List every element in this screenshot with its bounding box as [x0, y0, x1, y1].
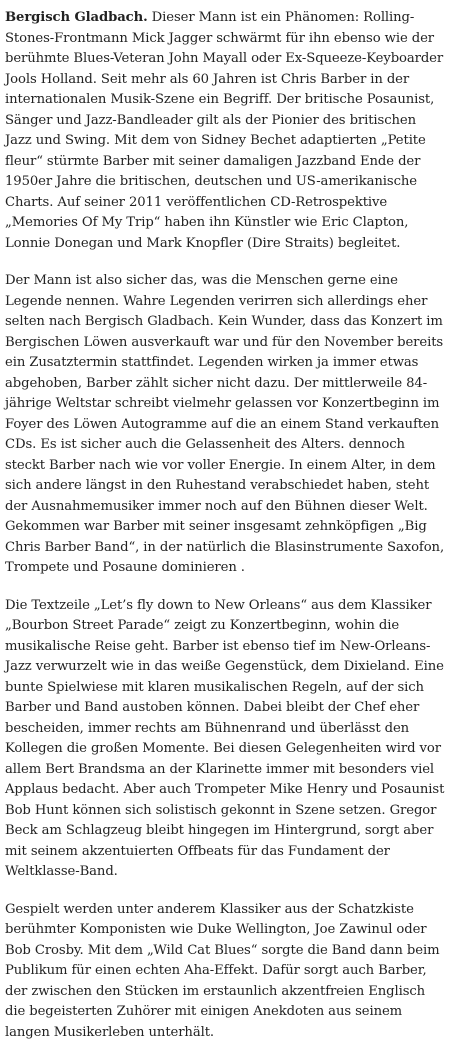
paragraph-1-text: Dieser Mann ist ein Phänomen: Rolling-Stones-Frontmann Mick Jagger schwärmt für ihn ebenso wie der berühmte Blues-Veteran John Mayall oder Ex-Squeeze-Keyboarder Jools Holland. Seit mehr als 60 Jahren ist Chris Barber in der internationalen Musik-Szene ein Begriff. Der britische Posaunist, Sänger und Jazz-Bandleader gilt als der Pionier des britischen Jazz und Swing. Mit dem von Sidney Bechet adaptierten „Petite fleur“ stürmte Barber mit seiner damaligen Jazzband Ende der 1950er Jahre die britischen, deutschen und US-amerikanische Charts. Auf seiner 2011 veröffentlichen CD-Retrospektive „Memories Of My Trip“ haben ihn Künstler wie Eric Clapton, Lonnie Donegan und Mark Knopfler (Dire Straits) begleitet.: [5, 10, 443, 251]
paragraph-4: Gespielt werden unter anderem Klassiker aus der Schatzkiste berühmter Komponisten wie Duke Wellington, Joe Zawinul oder Bob Crosby. Mit dem „Wild Cat Blues“ sorgte die Band dann beim Publikum für einen echten Aha-Effekt. Dafür sorgt auch Barber, der zwischen den Stücken im erstaunlich akzentfreien Englisch die begeisterten Zuhörer mit einigen Anekdoten aus seinem langen Musikerleben unterhält.: [5, 900, 445, 1043]
dateline: Bergisch Gladbach.: [5, 10, 148, 25]
paragraph-2: Der Mann ist also sicher das, was die Menschen gerne eine Legende nennen. Wahre Legenden verirren sich allerdings eher selten nach Bergisch Gladbach. Kein Wunder, dass das Konzert im Bergischen Löwen ausverkauft war und für den November bereits ein Zusatztermin stattfindet. Legenden wirken ja immer etwas abgehoben, Barber zählt sicher nicht dazu. Der mittlerweile 84-jährige Weltstar schreibt vielmehr gelassen vor Konzertbeginn im Foyer des Löwen Autogramme auf die an einem Stand verkauften CDs. Es ist sicher auch die Gelassenheit des Alters. dennoch steckt Barber nach wie vor voller Energie. In einem Alter, in dem sich andere längst in den Ruhestand verabschiedet haben, steht der Ausnahmemusiker immer noch auf den Bühnen dieser Welt. Gekommen war Barber mit seiner insgesamt zehnköpfigen „Big Chris Barber Band“, in der natürlich die Blasinstrumente Saxofon, Trompete und Posaune dominieren .: [5, 271, 445, 579]
paragraph-3: Die Textzeile „Let’s fly down to New Orleans“ aus dem Klassiker „Bourbon Street Parade“ zeigt zu Konzertbeginn, wohin die musikalische Reise geht. Barber ist ebenso tief im New-Orleans-Jazz verwurzelt wie in das weiße Gegenstück, dem Dixieland. Eine bunte Spielwiese mit klaren musikalischen Regeln, auf der sich Barber und Band austoben können. Dabei bleibt der Chef eher bescheiden, immer rechts am Bühnenrand und überlässt den Kollegen die großen Momente. Bei diesen Gelegenheiten wird vor allem Bert Brandsma an der Klarinette immer mit besonders viel Applaus bedacht. Aber auch Trompeter Mike Henry und Posaunist Bob Hunt können sich solistisch gekonnt in Szene setzen. Gregor Beck am Schlagzeug bleibt hingegen im Hintergrund, sorgt aber mit seinem akzentuierten Offbeats für das Fundament der Weltklasse-Band.: [5, 596, 445, 883]
paragraph-1: [5, 8, 445, 254]
